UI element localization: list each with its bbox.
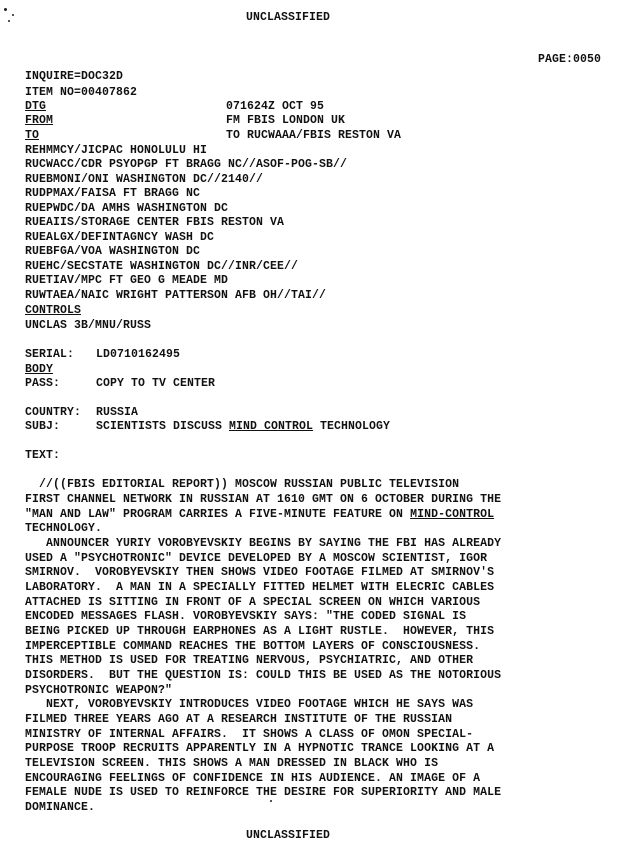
routing-line: RUEBFGA/VOA WASHINGTON DC — [25, 245, 201, 258]
routing-line: RUEAIIS/STORAGE CENTER FBIS RESTON VA — [25, 216, 285, 229]
paragraph-line: ATTACHED IS SITTING IN FRONT OF A SPECIAL SCREEN ON WHICH VARIOUS — [25, 596, 481, 609]
header-classification: UNCLASSIFIED — [246, 11, 331, 24]
item-number: ITEM NO=00407862 — [25, 86, 138, 99]
routing-line: RUDPMAX/FAISA FT BRAGG NC — [25, 187, 201, 200]
dtg-value: 071624Z OCT 95 — [226, 100, 325, 113]
paragraph-line: LABORATORY. A MAN IN A SPECIALLY FITTED HELMET WITH ELECRIC CABLES — [25, 581, 495, 594]
serial-value: LD0710162495 — [96, 348, 181, 361]
paragraph-line: PURPOSE TROOP RECRUITS APPARENTLY IN A HYPNOTIC TRANCE LOOKING AT A — [25, 742, 495, 755]
to-value: TO RUCWAAA/FBIS RESTON VA — [226, 129, 402, 142]
paragraph-line: THIS METHOD IS USED FOR TREATING NERVOUS, PSYCHIATRIC, AND OTHER — [25, 654, 474, 667]
paragraph-line: MINISTRY OF INTERNAL AFFAIRS. IT SHOWS A CLASS OF OMON SPECIAL- — [25, 728, 474, 741]
paragraph-line: TELEVISION SCREEN. THIS SHOWS A MAN DRESSED IN BLACK WHO IS — [25, 757, 439, 770]
body-label: BODY — [25, 363, 54, 376]
controls-value: UNCLAS 3B/MNU/RUSS — [25, 319, 152, 332]
subject-value — [96, 420, 390, 433]
paragraph-line — [25, 508, 494, 521]
paragraph-text: "MAN AND LAW" PROGRAM CARRIES A FIVE-MINUTE FEATURE ON — [25, 508, 411, 521]
routing-line: RUEBMONI/ONI WASHINGTON DC//2140// — [25, 173, 264, 186]
paragraph-line: PSYCHOTRONIC WEAPON?" — [25, 684, 173, 697]
country-value: RUSSIA — [96, 406, 139, 419]
paragraph-line: BEING PICKED UP THROUGH EARPHONES AS A LIGHT RUSTLE. HOWEVER, THIS — [25, 625, 495, 638]
paragraph-line: ANNOUNCER YURIY VOROBYEVSKIY BEGINS BY SAYING THE FBI HAS ALREADY — [25, 537, 502, 550]
paragraph-line: FIRST CHANNEL NETWORK IN RUSSIAN AT 1610 GMT ON 6 OCTOBER DURING THE — [25, 493, 502, 506]
routing-line: REHMMCY/JICPAC HONOLULU HI — [25, 144, 208, 157]
paragraph-line: FILMED THREE YEARS AGO AT A RESEARCH INSTITUTE OF THE RUSSIAN — [25, 713, 453, 726]
scan-speck — [8, 20, 10, 22]
paragraph-underlined-text: MIND-CONTROL — [410, 508, 495, 521]
subject-text: TECHNOLOGY — [313, 420, 391, 433]
paragraph-line: TECHNOLOGY. — [25, 522, 103, 535]
country-label: COUNTRY: — [25, 406, 82, 419]
subject-underlined-text: MIND CONTROL — [229, 420, 314, 433]
paragraph-line: DISORDERS. BUT THE QUESTION IS: COULD THIS BE USED AS THE NOTORIOUS — [25, 669, 502, 682]
to-label: TO — [25, 129, 40, 142]
routing-line: RUEHC/SECSTATE WASHINGTON DC//INR/CEE// — [25, 260, 299, 273]
pass-value: COPY TO TV CENTER — [96, 377, 216, 390]
paragraph-line: DOMINANCE. — [25, 801, 96, 814]
routing-line: RUCWACC/CDR PSYOPGP FT BRAGG NC//ASOF-POG-SB// — [25, 158, 348, 171]
paragraph-line: SMIRNOV. VOROBYEVSKIY THEN SHOWS VIDEO FOOTAGE FILMED AT SMIRNOV'S — [25, 566, 495, 579]
from-label: FROM — [25, 114, 54, 127]
subject-label: SUBJ: — [25, 420, 61, 433]
pass-label: PASS: — [25, 377, 61, 390]
paragraph-line: FEMALE NUDE IS USED TO REINFORCE THE DESIRE FOR SUPERIORITY AND MALE — [25, 786, 502, 799]
routing-line: RUWTAEA/NAIC WRIGHT PATTERSON AFB OH//TAI// — [25, 289, 327, 302]
routing-line: RUETIAV/MPC FT GEO G MEADE MD — [25, 274, 229, 287]
serial-label: SERIAL: — [25, 348, 75, 361]
paragraph-line: ENCOURAGING FEELINGS OF CONFIDENCE IN HIS AUDIENCE. AN IMAGE OF A — [25, 772, 481, 785]
page-number: PAGE:0050 — [538, 53, 602, 66]
paragraph-line: NEXT, VOROBYEVSKIY INTRODUCES VIDEO FOOTAGE WHICH HE SAYS WAS — [25, 698, 474, 711]
scan-speck — [4, 8, 7, 11]
paragraph-line: USED A "PSYCHOTRONIC" DEVICE DEVELOPED BY A MOSCOW SCIENTIST, IGOR — [25, 552, 488, 565]
from-value: FM FBIS LONDON UK — [226, 114, 346, 127]
footer-classification: UNCLASSIFIED — [246, 829, 331, 842]
routing-line: RUEALGX/DEFINTAGNCY WASH DC — [25, 231, 215, 244]
subject-text: SCIENTISTS DISCUSS — [96, 420, 230, 433]
text-label: TEXT: — [25, 449, 61, 462]
controls-label: CONTROLS — [25, 304, 82, 317]
scan-speck — [12, 14, 14, 16]
inquire-line: INQUIRE=DOC32D — [25, 70, 124, 83]
routing-line: RUEPWDC/DA AMHS WASHINGTON DC — [25, 202, 229, 215]
paragraph-line: IMPERCEPTIBLE COMMAND REACHES THE BOTTOM LAYERS OF CONSCIOUSNESS. — [25, 640, 481, 653]
scan-speck — [270, 800, 272, 802]
paragraph-line: ENCODED MESSAGES FLASH. VOROBYEVSKIY SAYS: "THE CODED SIGNAL IS — [25, 610, 467, 623]
dtg-label: DTG — [25, 100, 47, 113]
paragraph-line: //((FBIS EDITORIAL REPORT)) MOSCOW RUSSIAN PUBLIC TELEVISION — [25, 478, 460, 491]
